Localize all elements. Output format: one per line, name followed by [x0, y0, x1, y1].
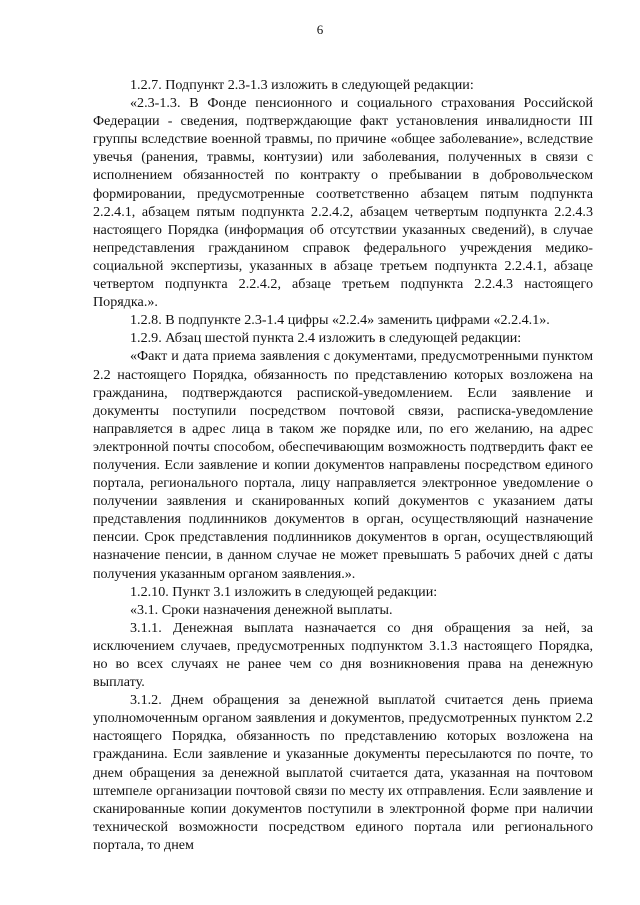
paragraph-quote-fact-date: «Факт и дата приема заявления с документами, предусмотренными пунктом 2.2 настоящего Порядка, обязанность по представлению которых возложена на гражданина, подтверждаются распиской-уведомлением. Если заявление и документы поступили посредством почтовой связи, расписка-уведомление направляется в адрес лица в таком же порядке или, по его желанию, на адрес электронной почты способом, обеспечивающим возможность подтвердить факт ее получения. Если заявление и копии документов направлены посредством единого портала, регионального портала, лицу направляется электронное уведомление о получении заявления и сканированных копий документов с указанием даты представления подлинников документов в орган, осуществляющий назначение пенсии. Срок представления подлинников документов в орган, осуществляющий назначение пенсии, в данном случае не может превышать 5 рабочих дней с даты получения указанным органом заявления.». [93, 348, 593, 582]
document-body [93, 76, 593, 854]
paragraph-3-1-heading: «3.1. Сроки назначения денежной выплаты. [130, 601, 393, 618]
paragraph-1-2-10: 1.2.10. Пункт 3.1 изложить в следующей редакции: [130, 583, 438, 600]
page-number: 6 [316, 22, 324, 37]
paragraph-3-1-2: 3.1.2. Днем обращения за денежной выплатой считается день приема уполномоченным органом заявления и документов, предусмотренных пунктом 2.2 настоящего Порядка, обязанность по представлению которых возложена на гражданина. Если заявление и указанные документы пересылаются по почте, то днем обращения за денежной выплатой считается дата, указанная на почтовом штемпеле организации почтовой связи по месту их отправления. Если заявление и сканированные копии документов поступили в электронной форме при наличии технической возможности посредством единого портала или регионального портала, то днем [93, 692, 593, 853]
paragraph-3-1-1: 3.1.1. Денежная выплата назначается со дня обращения за ней, за исключением случаев, предусмотренных подпунктом 3.1.3 настоящего Порядка, но во всех случаях не ранее чем со дня возникновения права на денежную выплату. [93, 619, 593, 691]
paragraph-2-3-1-3: «2.3-1.3. В Фонде пенсионного и социального страхования Российской Федерации - сведения, подтверждающие факт установления инвалидности III группы вследствие военной травмы, по причине «общее заболевание», вследствие увечья (ранения, травмы, контузии) или заболевания, полученных в связи с исполнением обязанностей по контракту о пребывании в добровольческом формировании, предусмотренные соответственно абзацем пятым подпункта 2.2.4.1, абзацем пятым подпункта 2.2.4.2, абзацем четвертым подпункта 2.2.4.3 настоящего Порядка (информация об отсутствии указанных сведений), в случае непредставления гражданином справок федерального учреждения медико-социальной экспертизы, указанных в абзаце третьем подпункта 2.2.4.1, абзаце четвертом подпункта 2.2.4.2, абзаце третьем подпункта 2.2.4.3 настоящего Порядка.». [93, 95, 593, 311]
paragraph-1-2-9: 1.2.9. Абзац шестой пункта 2.4 изложить в следующей редакции: [130, 330, 522, 347]
paragraph-1-2-7: 1.2.7. Подпункт 2.3-1.3 изложить в следующей редакции: [130, 77, 474, 93]
paragraph-1-2-8: 1.2.8. В подпункте 2.3-1.4 цифры «2.2.4» заменить цифрами «2.2.4.1». [130, 312, 550, 329]
